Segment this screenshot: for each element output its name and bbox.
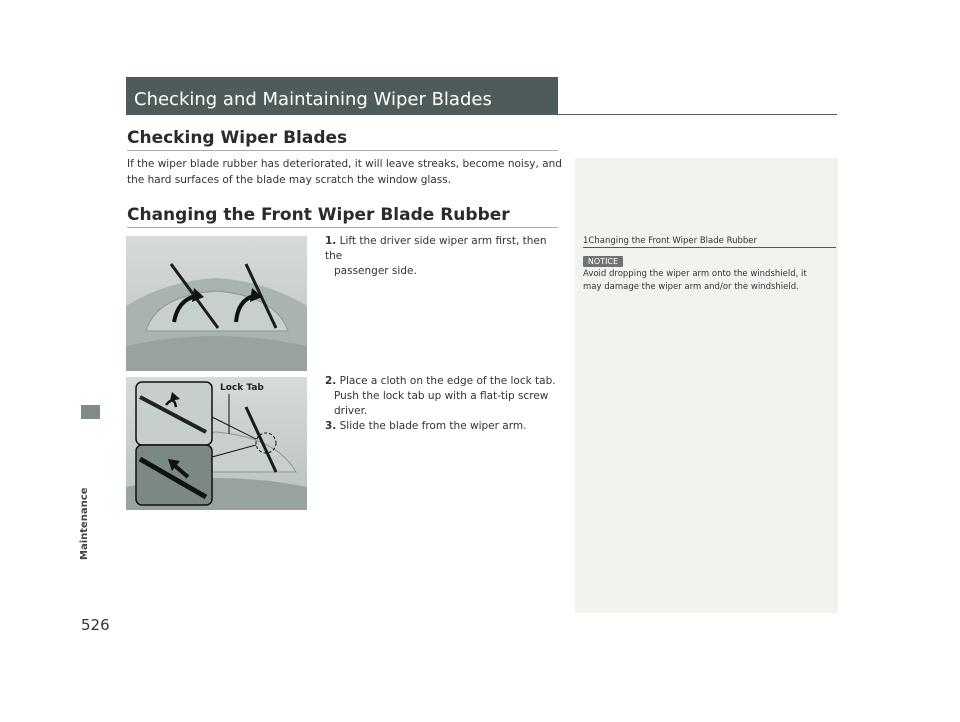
step-3 (325, 419, 565, 434)
notes-rule (583, 247, 836, 248)
notes-heading-text: Changing the Front Wiper Blade Rubber (588, 236, 757, 246)
section-heading-changing: Changing the Front Wiper Blade Rubber (127, 205, 510, 225)
intro-line-1: If the wiper blade rubber has deteriorated, it will leave streaks, become noisy, and (127, 158, 562, 170)
heading-rule (127, 150, 558, 151)
intro-paragraph (127, 156, 567, 188)
lock-tab-label: Lock Tab (220, 383, 264, 393)
step-2 (325, 374, 565, 419)
heading-rule (127, 227, 558, 228)
figure-lock-tab (126, 377, 307, 510)
step-text: Push the lock tab up with a flat-tip screw (334, 390, 549, 402)
step-text: driver. (334, 405, 368, 417)
banner-rule (558, 114, 837, 115)
notice-line-1: Avoid dropping the wiper arm onto the windshield, it (583, 269, 807, 279)
step-text: passenger side. (334, 265, 417, 277)
page-number: 526 (81, 616, 110, 634)
reference-marker: 1 (583, 236, 589, 246)
notes-heading (583, 236, 757, 246)
notice-text (583, 268, 833, 294)
step-1 (325, 234, 565, 279)
notes-panel (575, 158, 838, 613)
notice-line-2: may damage the wiper arm and/or the windshield. (583, 282, 799, 292)
notice-badge: NOTICE (583, 256, 623, 267)
figure-lift-wiper-arms (126, 236, 307, 371)
step-number: 3. (325, 420, 337, 432)
section-heading-checking: Checking Wiper Blades (127, 128, 348, 148)
section-label: Maintenance (79, 487, 90, 560)
intro-line-2: the hard surfaces of the blade may scratch the window glass. (127, 174, 452, 186)
step-number: 1. (325, 235, 337, 247)
section-tab-marker (81, 405, 100, 419)
step-text: Place a cloth on the edge of the lock tab. (339, 375, 556, 387)
page-title: Checking and Maintaining Wiper Blades (134, 89, 492, 110)
step-text: Lift the driver side wiper arm first, then the (325, 235, 547, 262)
step-text: Slide the blade from the wiper arm. (339, 420, 527, 432)
step-number: 2. (325, 375, 337, 387)
